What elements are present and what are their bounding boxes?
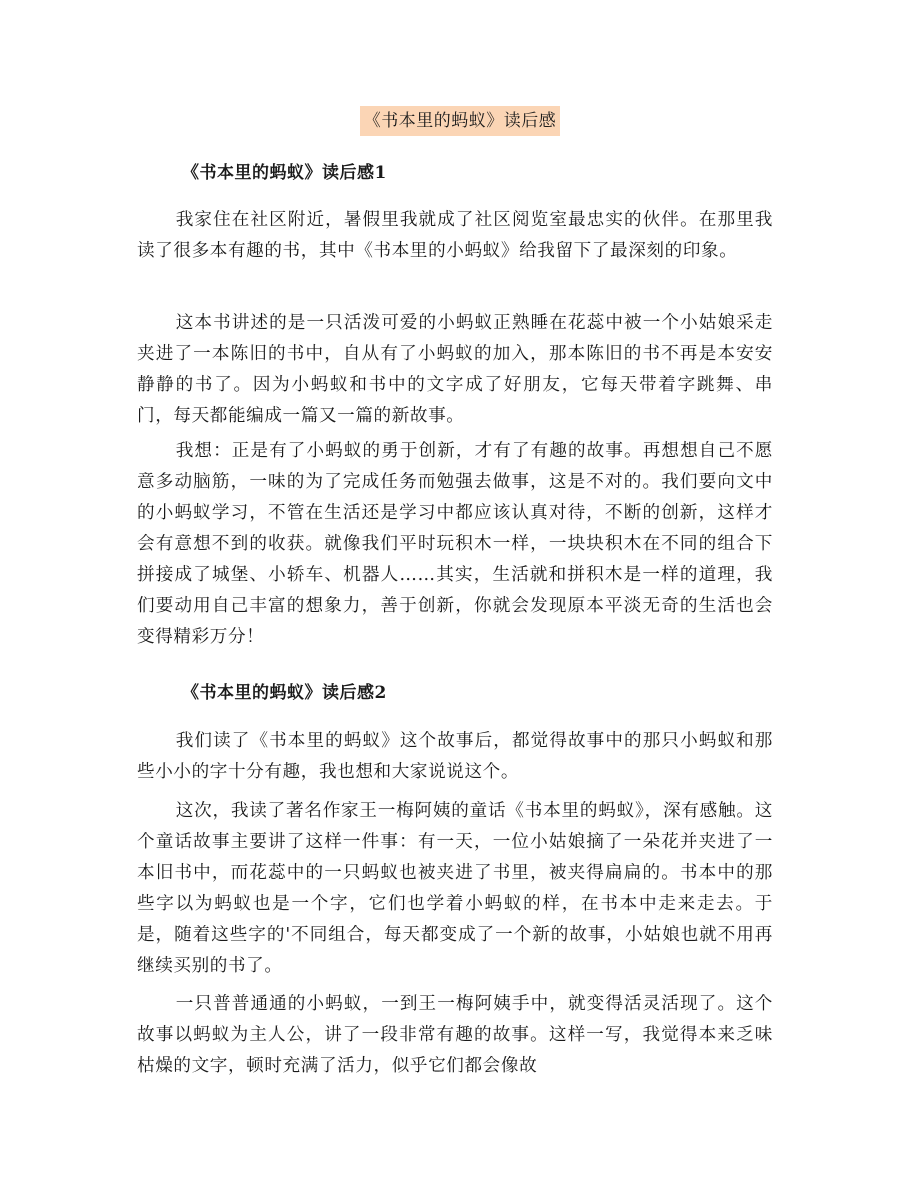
section-heading-2: 《书本里的蚂蚁》读后感2 [182,683,387,703]
paragraph: 这次，我读了著名作家王一梅阿姨的童话《书本里的蚂蚁》，深有感触。这个童话故事主要讲了这样一件事：有一天，一位小姑娘摘了一朵花并夹进了一本旧书中，而花蕊中的一只蚂蚁也被夹进了书里，被夹得扁扁的。书本中的那些字以为蚂蚁也是一个字，它们也学着小蚂蚁的样，在书本中走来走去。于是，随着这些字的'不同组合，每天都变成了一个新的故事，小姑娘也就不用再继续买别的书了。 [137,801,773,976]
paragraph: 我家住在社区附近，暑假里我就成了社区阅览室最忠实的伙伴。在那里我读了很多本有趣的书，其中《书本里的小蚂蚁》给我留下了最深刻的印象。 [137,210,773,261]
document-title: 《书本里的蚂蚁》读后感 [360,106,561,136]
document-title-container [0,106,920,136]
section-heading-1: 《书本里的蚂蚁》读后感1 [182,163,387,183]
paragraph: 我想：正是有了小蚂蚁的勇于创新，才有了有趣的故事。再想想自己不愿意多动脑筋，一味的为了完成任务而勉强去做事，这是不对的。我们要向文中的小蚂蚁学习，不管在生活还是学习中都应该认真对待，不断的创新，这样才会有意想不到的收获。就像我们平时玩积木一样，一块块积木在不同的组合下拼接成了城堡、小轿车、机器人……其实，生活就和拼积木是一样的道理，我们要动用自己丰富的想象力，善于创新，你就会发现原本平淡无奇的生活也会变得精彩万分！ [137,441,773,647]
paragraph: 一只普普通通的小蚂蚁，一到王一梅阿姨手中，就变得活灵活现了。这个故事以蚂蚁为主人公，讲了一段非常有趣的故事。这样一写，我觉得本来乏味枯燥的文字，顿时充满了活力，似乎它们都会像故 [137,994,773,1076]
paragraph: 这本书讲述的是一只活泼可爱的小蚂蚁正熟睡在花蕊中被一个小姑娘采走夹进了一本陈旧的书中，自从有了小蚂蚁的加入，那本陈旧的书不再是本安安静静的书了。因为小蚂蚁和书中的文字成了好朋友，它每天带着字跳舞、串门，每天都能编成一篇又一篇的新故事。 [137,313,773,426]
paragraph: 我们读了《书本里的蚂蚁》这个故事后，都觉得故事中的那只小蚂蚁和那些小小的字十分有趣，我也想和大家说说这个。 [137,731,773,782]
